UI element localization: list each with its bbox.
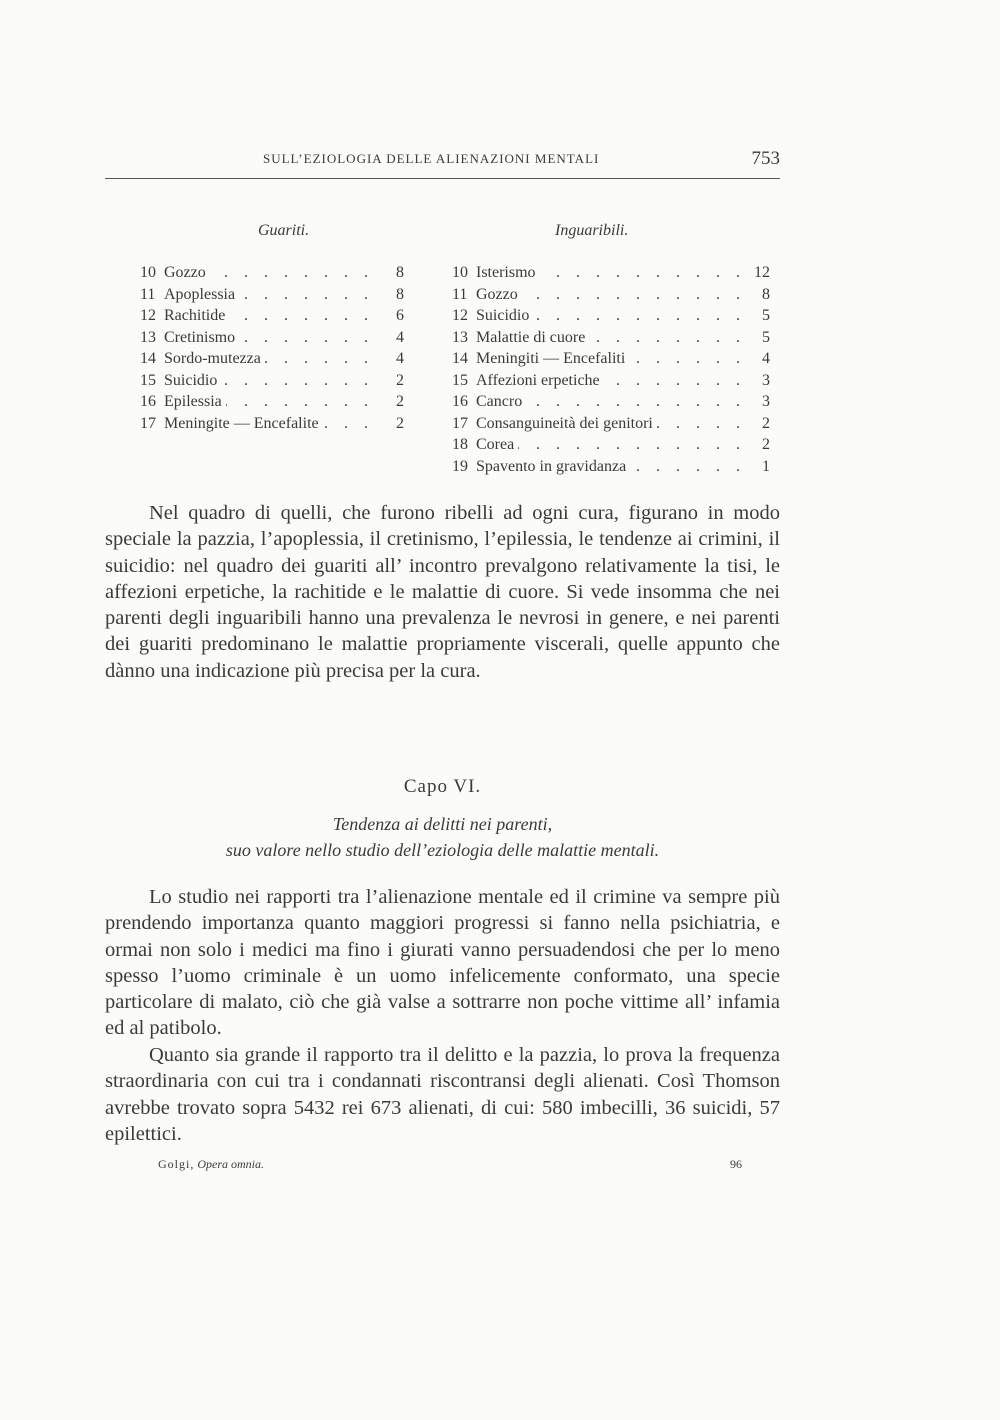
guariti-row [140, 284, 404, 306]
row-value: 3 [750, 370, 770, 391]
row-label: Gozzo [476, 286, 522, 303]
page-number: 753 [751, 148, 780, 169]
row-value: 2 [384, 370, 404, 391]
guariti-list [140, 262, 404, 434]
row-value: 4 [750, 348, 770, 369]
row-label: Cancro [476, 393, 526, 410]
row-label: Meningite — Encefalite [164, 415, 323, 432]
row-label: Rachitide [164, 307, 229, 324]
chapter-title [105, 776, 780, 798]
guariti-heading: Guariti. [258, 222, 310, 239]
row-label: Cretinismo [164, 329, 239, 346]
row-label: Gozzo [164, 264, 210, 281]
paragraph: Nel quadro di quelli, che furono ribelli ad ogni cura, figurano in modo speciale la pazzia, l’apoplessia, il cretinismo, l’epilessia, le tendenze ai crimini, il suicidio: nel quadro dei guariti all’ incontro prevalgono relativamente la tisi, le affezioni erpetiche, la rachitide e le malattie di cuore. Si vede insomma che nei parenti degli inguaribili hanno una prevalenza le nevrosi in genere, e nei parenti dei guariti predominano le malattie propriamente viscerali, quelle appunto che dànno una indicazione più precisa per la cura. [105, 502, 780, 682]
row-value: 3 [750, 391, 770, 412]
row-number: 15 [452, 371, 468, 389]
row-label: Isterismo [476, 264, 540, 281]
row-number: 14 [452, 350, 468, 367]
row-number: 13 [140, 328, 156, 346]
row-number: 18 [452, 436, 468, 453]
row-value: 6 [384, 305, 404, 326]
inguaribili-heading: Inguaribili. [555, 222, 629, 239]
chapter-subtitle-line-2: suo valore nello studio dell’eziologia delle malattie mentali. [225, 840, 660, 860]
guariti-row [140, 327, 404, 349]
inguaribili-row [452, 391, 770, 413]
row-label: Spavento in gravidanza [476, 458, 630, 475]
inguaribili-row [452, 348, 770, 370]
row-label: Affezioni erpetiche [476, 372, 604, 389]
footer-citation [158, 1157, 264, 1172]
row-number: 11 [452, 285, 468, 303]
guariti-row [140, 305, 404, 327]
row-label: Suicidio [164, 372, 221, 389]
paragraph: Quanto sia grande il rapporto tra il delitto e la pazzia, lo prova la frequenza straordinaria con cui tra i condannati riscontransi degli alienati. Così Thomson avrebbe trovato sopra 5432 rei 673 alienati, di cui: 580 imbecilli, 36 suicidi, 57 epilettici. [105, 1044, 780, 1145]
row-number: 11 [140, 285, 156, 303]
row-label: Suicidio [476, 307, 533, 324]
row-value: 2 [750, 413, 770, 434]
row-value: 4 [384, 348, 404, 369]
guariti-row [140, 348, 404, 370]
row-number: 12 [452, 307, 468, 324]
inguaribili-row [452, 327, 770, 349]
row-number: 19 [452, 457, 468, 475]
inguaribili-row [452, 456, 770, 478]
guariti-row [140, 370, 404, 392]
inguaribili-row [452, 434, 770, 456]
chapter-title-text: Capo VI. [403, 776, 482, 797]
row-number: 16 [140, 393, 156, 410]
row-value: 2 [384, 391, 404, 412]
row-number: 15 [140, 371, 156, 389]
row-label: Consanguineità dei genitori [476, 415, 657, 432]
inguaribili-list [452, 262, 770, 477]
row-number: 17 [452, 414, 468, 432]
row-value: 5 [750, 327, 770, 348]
inguaribili-row [452, 413, 770, 435]
row-value: 2 [750, 434, 770, 455]
signature-mark: 96 [730, 1157, 742, 1171]
inguaribili-row [452, 262, 770, 284]
row-number: 13 [452, 328, 468, 346]
footer-work: Opera omnia. [197, 1157, 265, 1171]
row-value: 5 [750, 305, 770, 326]
inguaribili-row [452, 305, 770, 327]
row-label: Malattie di cuore [476, 329, 589, 346]
row-label: Apoplessia [164, 286, 239, 303]
row-label: Epilessia [164, 393, 226, 410]
row-label: Corea [476, 436, 518, 453]
guariti-row [140, 413, 404, 435]
row-number: 14 [140, 350, 156, 367]
row-number: 12 [140, 307, 156, 324]
row-value: 8 [384, 284, 404, 305]
running-head [105, 148, 780, 179]
row-value: 12 [750, 262, 770, 283]
guariti-row [140, 391, 404, 413]
row-label: Meningiti — Encefaliti [476, 350, 629, 367]
row-number: 10 [140, 264, 156, 281]
row-number: 10 [452, 264, 468, 281]
row-value: 4 [384, 327, 404, 348]
inguaribili-row [452, 284, 770, 306]
guariti-row [140, 262, 404, 284]
inguaribili-row [452, 370, 770, 392]
row-number: 17 [140, 414, 156, 432]
row-value: 8 [750, 284, 770, 305]
row-value: 2 [384, 413, 404, 434]
row-value: 1 [750, 456, 770, 477]
row-number: 16 [452, 393, 468, 410]
row-label: Sordo-mutezza [164, 350, 265, 367]
running-title: SULL’EZIOLOGIA DELLE ALIENAZIONI MENTALI [263, 151, 600, 166]
footer-author: Golgi, [158, 1157, 195, 1171]
paragraph: Lo studio nei rapporti tra l’alienazione mentale ed il crimine va sempre più prendendo importanza quanto maggiori progressi si fanno nella psichiatria, e ormai non solo i medici ma fino i giurati vanno persuadendosi che per lo meno spesso l’uomo criminale è un uomo infelicemente conformato, una specie particolare di malato, ciò che già valse a sottrarre non poche vittime all’ infamia ed al patibolo. [105, 886, 780, 1040]
row-value: 8 [384, 262, 404, 283]
chapter-subtitle-line-1: Tendenza ai delitti nei parenti, [332, 814, 553, 834]
